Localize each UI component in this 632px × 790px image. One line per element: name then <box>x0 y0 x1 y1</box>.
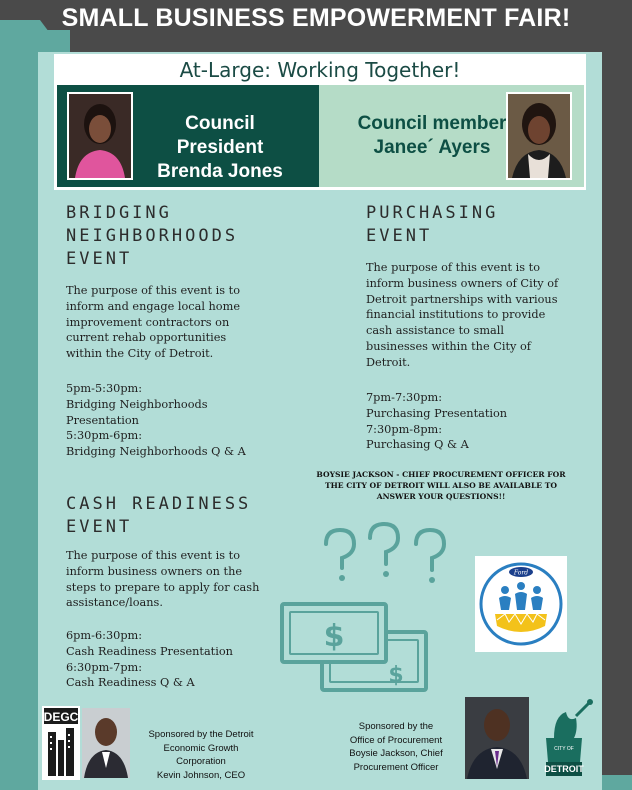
bridging-description: The purpose of this event is to inform and engage local home improvement contractors on current rehab opportunities within the City of Detroit. <box>66 284 240 361</box>
svg-text:DETROIT: DETROIT <box>544 764 584 774</box>
question-marks-icon <box>318 522 458 602</box>
degc-ceo-photo <box>82 708 130 778</box>
council-president-label <box>140 112 300 184</box>
procurement-officer-note: BOYSIE JACKSON - CHIEF PROCUREMENT OFFICER FOR THE CITY OF DETROIT WILL ALSO BE AVAILABLE TO ANSWER YOUR QUESTIONS!! <box>316 470 566 501</box>
purchasing-schedule: 7pm-7:30pm: Purchasing Presentation 7:30pm-8pm: Purchasing Q & A <box>366 391 508 452</box>
council-member-label <box>352 112 512 160</box>
cash-readiness-heading: CASH READINESS EVENT <box>66 494 252 537</box>
bridging-heading: BRIDGING NEIGHBORHOODS EVENT <box>66 203 239 269</box>
council-member-role: Council member <box>357 113 507 134</box>
council-president-name: Brenda Jones <box>157 161 283 182</box>
svg-text:Ford: Ford <box>513 569 529 577</box>
council-member-name: Janee´ Ayers <box>373 137 491 158</box>
svg-text:$: $ <box>388 663 404 688</box>
svg-text:DEGC: DEGC <box>43 710 79 724</box>
procurement-officer-photo <box>465 697 529 779</box>
banner-notch <box>319 140 353 187</box>
svg-text:CITY OF: CITY OF <box>554 746 574 752</box>
purchasing-description: The purpose of this event is to inform business owners of City of Detroit partnerships with various financial institutions to provide cash assistance to small businesses within the City of Detroit. <box>366 261 559 369</box>
ford-resource-center-logo <box>475 556 567 652</box>
purchasing-heading: PURCHASING EVENT <box>366 203 499 246</box>
svg-text:$: $ <box>323 619 345 654</box>
degc-sponsor-text: Sponsored by the Detroit Economic Growth Corporation Kevin Johnson, CEO <box>148 729 254 781</box>
cash-readiness-schedule: 6pm-6:30pm: Cash Readiness Presentation 6:30pm-7pm: Cash Readiness Q & A <box>66 629 233 690</box>
procurement-sponsor-text: Sponsored by the Office of Procurement Boysie Jackson, Chief Procurement Officer <box>349 721 443 773</box>
cash-bills-icon <box>278 598 430 698</box>
poster-title: SMALL BUSINESS EMPOWERMENT FAIR! <box>61 4 571 32</box>
council-member-photo <box>506 92 572 180</box>
banner-subtitle: At-Large: Working Together! <box>179 58 461 82</box>
council-president-role: Council President <box>176 113 264 158</box>
council-president-photo <box>67 92 133 180</box>
bridging-schedule: 5pm-5:30pm: Bridging Neighborhoods Presentation 5:30pm-6pm: Bridging Neighborhoods Q & A <box>66 382 246 459</box>
cash-readiness-description: The purpose of this event is to inform business owners on the steps to prepare to apply for cash assistance/loans. <box>66 549 260 610</box>
city-of-detroit-logo <box>532 698 596 778</box>
degc-logo <box>42 706 80 780</box>
